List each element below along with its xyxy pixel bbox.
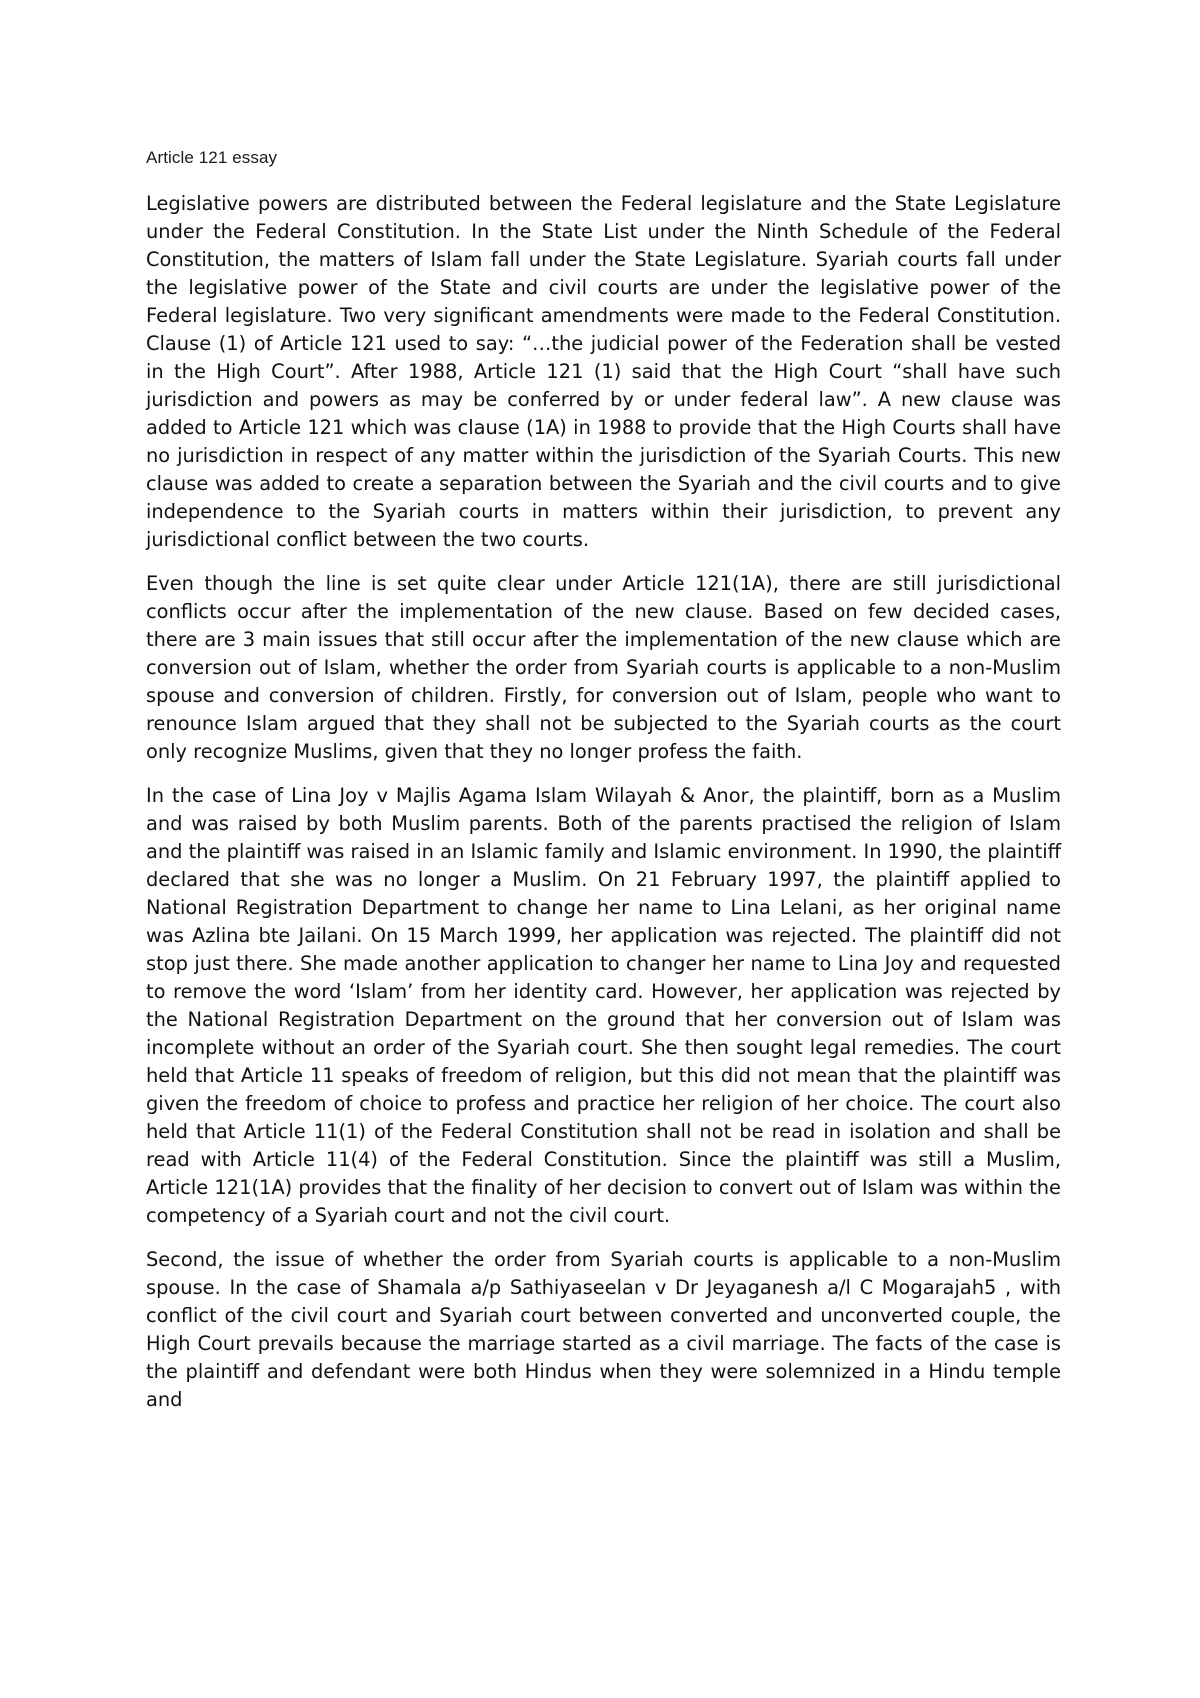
document-body: [146, 190, 1061, 1430]
paragraph-2: Even though the line is set quite clear under Article 121(1A), there are still jurisdictional conflicts occur after the implementation of the new clause. Based on few decided cases, there are 3 main issues that still occur after the implementation of the new clause which are conversion out of Islam, whether the order from Syariah courts is applicable to a non-Muslim spouse and conversion of children. Firstly, for conversion out of Islam, people who want to renounce Islam argued that they shall not be subjected to the Syariah courts as the court only recognize Muslims, given that they no longer profess the faith.: [146, 572, 1061, 763]
paragraph-1: Legislative powers are distributed between the Federal legislature and the State Legislature under the Federal Constitution. In the State List under the Ninth Schedule of the Federal Constitution, the matters of Islam fall under the State Legislature. Syariah courts fall under the legislative power of the State and civil courts are under the legislative power of the Federal legislature. Two very significant amendments were made to the Federal Constitution. Clause (1) of Article 121 used to say: “…the judicial power of the Federation shall be vested in the High Court”. After 1988, Article 121 (1) said that the High Court “shall have such jurisdiction and powers as may be conferred by or under federal law”. A new clause was added to Article 121 which was clause (1A) in 1988 to provide that the High Courts shall have no jurisdiction in respect of any matter within the jurisdiction of the Syariah Courts. This new clause was added to create a separation between the Syariah and the civil courts and to give independence to the Syariah courts in matters within their jurisdiction, to prevent any jurisdictional conflict between the two courts.: [146, 192, 1061, 551]
paragraph-3: In the case of Lina Joy v Majlis Agama Islam Wilayah & Anor, the plaintiff, born as a Muslim and was raised by both Muslim parents. Both of the parents practised the religion of Islam and the plaintiff was raised in an Islamic family and Islamic environment. In 1990, the plaintiff declared that she was no longer a Muslim. On 21 February 1997, the plaintiff applied to National Registration Department to change her name to Lina Lelani, as her original name was Azlina bte Jailani. On 15 March 1999, her application was rejected. The plaintiff did not stop just there. She made another application to changer her name to Lina Joy and requested to remove the word ‘Islam’ from her identity card. However, her application was rejected by the National Registration Department on the ground that her conversion out of Islam was incomplete without an order of the Syariah court. She then sought legal remedies. The court held that Article 11 speaks of freedom of religion, but this did not mean that the plaintiff was given the freedom of choice to profess and practice her religion of her choice. The court also held that Article 11(1) of the Federal Constitution shall not be read in isolation and shall be read with Article 11(4) of the Federal Constitution. Since the plaintiff was still a Muslim, Article 121(1A) provides that the finality of her decision to convert out of Islam was within the competency of a Syariah court and not the civil court.: [146, 784, 1061, 1227]
paragraph-4: Second, the issue of whether the order from Syariah courts is applicable to a non-Muslim spouse. In the case of Shamala a/p Sathiyaseelan v Dr Jeyaganesh a/l C Mogarajah5 , with conflict of the civil court and Syariah court between converted and unconverted couple, the High Court prevails because the marriage started as a civil marriage. The facts of the case is the plaintiff and defendant were both Hindus when they were solemnized in a Hindu temple and: [146, 1248, 1061, 1411]
document-title: Article 121 essay: [146, 148, 278, 167]
